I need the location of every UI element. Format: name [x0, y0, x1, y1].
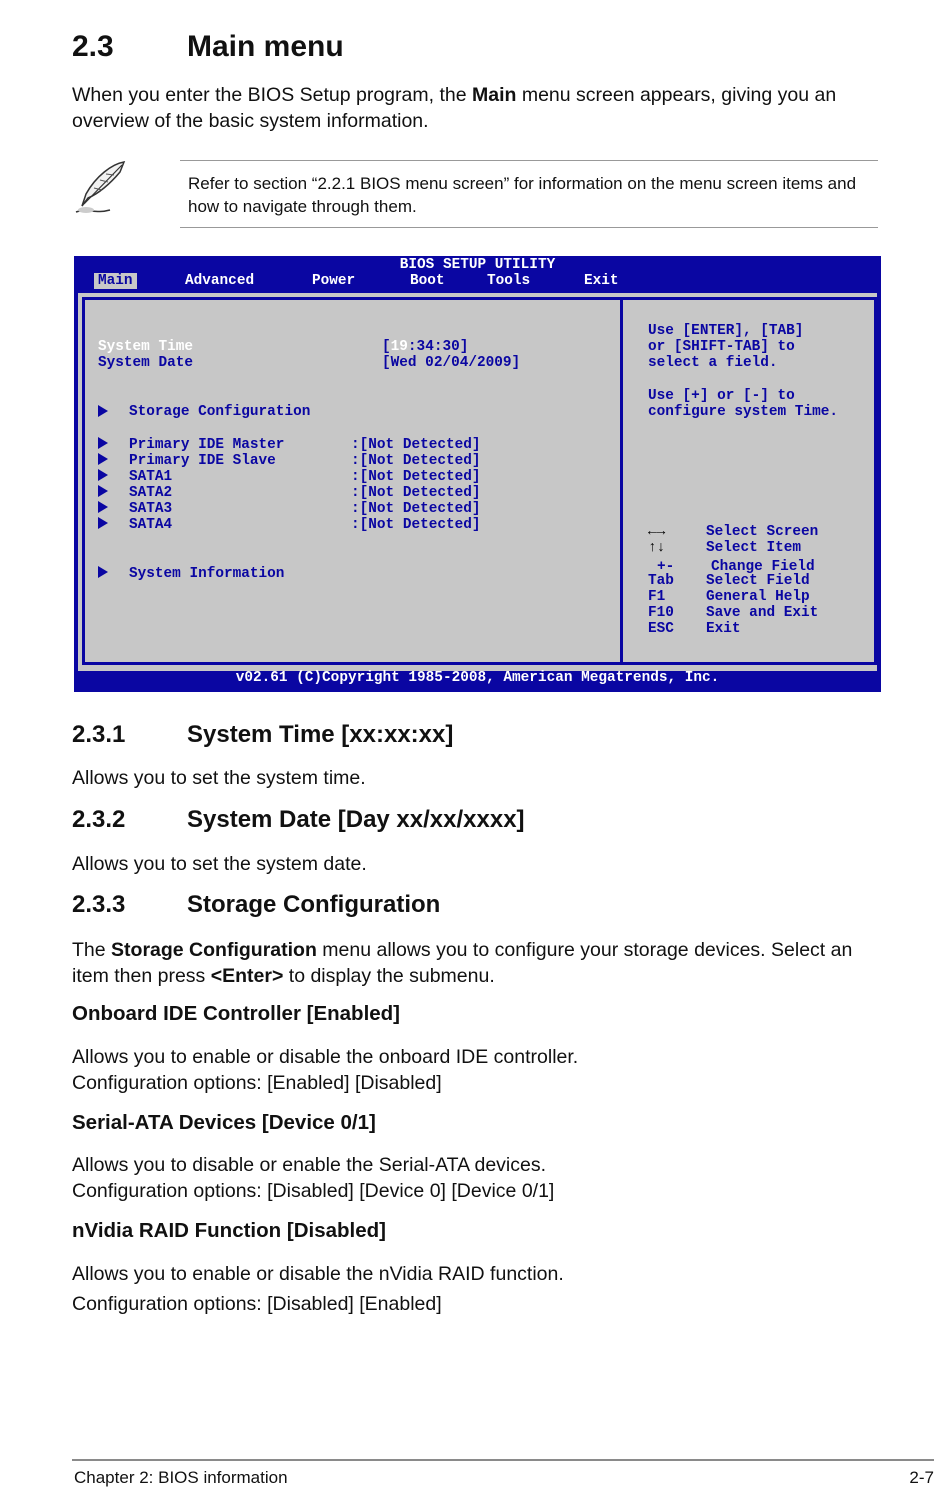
bios-title: BIOS SETUP UTILITY	[399, 257, 556, 273]
bios-tab-power[interactable]: Power	[312, 273, 356, 289]
note-text	[188, 172, 856, 218]
key-f1: F1	[648, 589, 666, 605]
key-action: Save and Exit	[706, 605, 819, 621]
help-line: Use [+] or [-] to	[648, 388, 795, 404]
device-label[interactable]: Primary IDE Master	[129, 437, 285, 453]
submenu-arrow-icon	[98, 517, 108, 529]
key-f10: F10	[648, 605, 674, 621]
note-line-1: Refer to section “2.2.1 BIOS menu screen” for information on the menu screen items and	[188, 174, 857, 193]
bios-copyright: v02.61 (C)Copyright 1985-2008, American Megatrends, Inc.	[235, 670, 720, 686]
device-value: :[Not Detected]	[351, 437, 481, 453]
key-esc: ESC	[648, 621, 674, 637]
item-heading: Onboard IDE Controller [Enabled]	[72, 1002, 401, 1025]
storage-config-paragraph	[72, 937, 852, 989]
submenu-arrow-icon	[98, 437, 108, 449]
key-action: General Help	[706, 589, 810, 605]
submenu-arrow-icon	[98, 469, 108, 481]
system-information-item[interactable]: System Information	[129, 566, 285, 582]
item-description	[72, 1044, 578, 1096]
note-bottom-rule	[180, 227, 878, 228]
device-value: :[Not Detected]	[351, 469, 481, 485]
device-label[interactable]: SATA4	[129, 517, 173, 533]
system-date-label[interactable]: System Date	[98, 355, 193, 371]
help-line: or [SHIFT-TAB] to	[648, 339, 795, 355]
section-title: Main menu	[187, 30, 344, 63]
intro-bold: Main	[471, 84, 517, 106]
bios-screenshot	[74, 256, 881, 692]
item-line: Configuration options: [Enabled] [Disabled]	[72, 1072, 442, 1094]
device-value: :[Not Detected]	[351, 501, 481, 517]
item-heading: Serial-ATA Devices [Device 0/1]	[72, 1111, 376, 1134]
feather-pen-icon	[72, 158, 132, 216]
intro-line-2: overview of the basic system information.	[72, 110, 429, 132]
bios-tab-exit[interactable]: Exit	[584, 273, 619, 289]
subsection-number: 2.3.1	[72, 721, 126, 748]
submenu-arrow-icon	[98, 485, 108, 497]
device-value: :[Not Detected]	[351, 485, 481, 501]
item-line: Configuration options: [Disabled] [Device 0] [Device 0/1]	[72, 1180, 555, 1202]
system-time-hour: 19	[390, 339, 408, 355]
bios-tab-tools[interactable]: Tools	[487, 273, 531, 289]
key-up-down-icon: ↑↓	[648, 540, 666, 556]
subsection-heading	[72, 891, 440, 919]
subsection-title: Storage Configuration	[187, 891, 441, 918]
subsection-number: 2.3.2	[72, 806, 126, 833]
help-line: select a field.	[648, 355, 778, 371]
system-time-bracket: [	[382, 339, 391, 355]
key-action: Change Field	[711, 559, 815, 575]
footer-chapter: Chapter 2: BIOS information	[74, 1468, 288, 1487]
subsection-text: Allows you to set the system time.	[72, 767, 366, 789]
item-description	[72, 1261, 564, 1317]
storage-config-item[interactable]: Storage Configuration	[129, 404, 311, 420]
submenu-arrow-icon	[98, 453, 108, 465]
subsection-title: System Time [xx:xx:xx]	[187, 721, 454, 748]
subsection-heading	[72, 806, 525, 834]
subsection-heading	[72, 721, 453, 749]
device-value: :[Not Detected]	[351, 517, 481, 533]
device-label[interactable]: Primary IDE Slave	[129, 453, 276, 469]
subsection-title: System Date [Day xx/xx/xxxx]	[187, 806, 525, 833]
key-left-right-icon: ←→	[648, 524, 666, 540]
item-heading: nVidia RAID Function [Disabled]	[72, 1219, 386, 1242]
intro-text-2: menu screen appears, giving you an	[516, 84, 837, 106]
help-line: configure system Time.	[648, 404, 838, 420]
note-line-2: how to navigate through them.	[188, 197, 417, 216]
key-tab: Tab	[648, 573, 674, 589]
bold-text: Storage Configuration	[111, 939, 317, 961]
system-time-label[interactable]: System Time	[98, 339, 193, 355]
intro-paragraph	[72, 82, 836, 134]
text: The	[72, 939, 112, 961]
item-description	[72, 1152, 554, 1204]
item-line: Allows you to enable or disable the onboard IDE controller.	[72, 1046, 579, 1068]
system-time-value[interactable]	[382, 339, 468, 355]
footer-rule	[72, 1459, 934, 1461]
section-heading	[72, 30, 344, 64]
system-date-value[interactable]: [Wed 02/04/2009]	[382, 355, 521, 371]
bios-menubar	[74, 273, 881, 290]
text: item then press	[72, 965, 211, 987]
intro-text: When you enter the BIOS Setup program, the	[72, 84, 472, 106]
key-action: Select Item	[706, 540, 801, 556]
help-line: Use [ENTER], [TAB]	[648, 323, 804, 339]
device-label[interactable]: SATA3	[129, 501, 173, 517]
device-value: :[Not Detected]	[351, 453, 481, 469]
bios-tab-main[interactable]: Main	[94, 273, 137, 289]
item-line: Configuration options: [Disabled] [Enabled]	[72, 1293, 442, 1315]
text: menu allows you to configure your storage devices. Select an	[316, 939, 853, 961]
device-label[interactable]: SATA1	[129, 469, 173, 485]
bios-tab-boot[interactable]: Boot	[410, 273, 445, 289]
section-number: 2.3	[72, 30, 114, 63]
submenu-arrow-icon	[98, 405, 108, 417]
key-action: Select Field	[706, 573, 810, 589]
key-action: Exit	[706, 621, 741, 637]
submenu-arrow-icon	[98, 501, 108, 513]
subsection-number: 2.3.3	[72, 891, 126, 918]
item-line: Allows you to enable or disable the nVidia RAID function.	[72, 1263, 564, 1285]
note-top-rule	[180, 160, 878, 161]
bold-text: <Enter>	[210, 965, 284, 987]
key-plus-minus: +-	[657, 559, 675, 575]
bios-tab-advanced[interactable]: Advanced	[185, 273, 255, 289]
text: to display the submenu.	[283, 965, 495, 987]
item-line: Allows you to disable or enable the Serial-ATA devices.	[72, 1154, 547, 1176]
key-action: Select Screen	[706, 524, 819, 540]
system-time-rest: :34:30]	[407, 339, 469, 355]
subsection-text: Allows you to set the system date.	[72, 853, 367, 875]
footer-page-number: 2-7	[909, 1468, 934, 1487]
submenu-arrow-icon	[98, 566, 108, 578]
device-label[interactable]: SATA2	[129, 485, 173, 501]
